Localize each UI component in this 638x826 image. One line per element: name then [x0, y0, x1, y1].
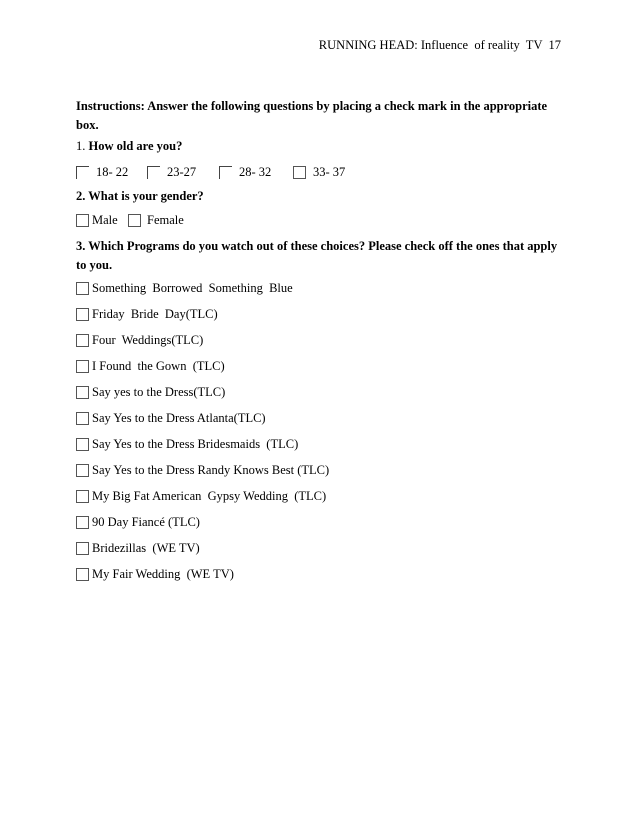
program-label: Four Weddings(TLC) [92, 333, 204, 347]
age-option-label: 18- 22 [96, 165, 129, 179]
program-label: Friday Bride Day(TLC) [92, 307, 218, 321]
age-option-label: 23-27 [167, 165, 197, 179]
age-option-33-37[interactable] [293, 165, 345, 180]
checkbox-icon[interactable] [76, 438, 89, 451]
checkbox-icon[interactable] [76, 166, 89, 179]
checkbox-icon[interactable] [128, 214, 141, 227]
question-3-text: 3. Which Programs do you watch out of these choices? Please check off the ones that apply to you. [76, 239, 558, 272]
program-label: My Fair Wedding (WE TV) [92, 567, 234, 581]
checkbox-icon[interactable] [219, 166, 232, 179]
question-1-number: 1. [76, 139, 86, 153]
checkbox-icon[interactable] [147, 166, 160, 179]
checkbox-icon[interactable] [76, 334, 89, 347]
checkbox-icon[interactable] [293, 166, 306, 179]
program-option[interactable] [76, 463, 329, 478]
program-label: Say Yes to the Dress Randy Knows Best (TLC) [92, 463, 330, 477]
checkbox-icon[interactable] [76, 464, 89, 477]
question-1-text: How old are you? [88, 139, 183, 153]
program-option[interactable] [76, 385, 225, 400]
gender-option-label: Male [92, 213, 118, 227]
program-option[interactable] [76, 437, 298, 452]
age-option-label: 33- 37 [313, 165, 346, 179]
program-option[interactable] [76, 281, 293, 296]
program-option[interactable] [76, 411, 266, 426]
running-head: RUNNING HEAD: Influence of reality TV 17 [318, 38, 561, 52]
age-option-18-22[interactable] [76, 165, 128, 180]
age-option-23-27[interactable] [147, 165, 196, 180]
program-option[interactable] [76, 307, 218, 322]
program-label: My Big Fat American Gypsy Wedding (TLC) [92, 489, 327, 503]
program-option[interactable] [76, 489, 326, 504]
instructions-text: Instructions: Answer the following questions by placing a check mark in the appropriate box. [76, 99, 548, 132]
program-label: 90 Day Fiancé (TLC) [92, 515, 200, 529]
checkbox-icon[interactable] [76, 386, 89, 399]
gender-option-female[interactable] [128, 213, 184, 228]
program-option[interactable] [76, 515, 200, 530]
gender-option-label: Female [147, 213, 184, 227]
checkbox-icon[interactable] [76, 308, 89, 321]
checkbox-icon[interactable] [76, 568, 89, 581]
checkbox-icon[interactable] [76, 214, 89, 227]
program-option[interactable] [76, 567, 234, 582]
program-label: Say Yes to the Dress Atlanta(TLC) [92, 411, 266, 425]
checkbox-icon[interactable] [76, 412, 89, 425]
program-option[interactable] [76, 359, 225, 374]
checkbox-icon[interactable] [76, 542, 89, 555]
question-1 [76, 139, 182, 154]
program-option[interactable] [76, 333, 203, 348]
age-option-28-32[interactable] [219, 165, 271, 180]
checkbox-icon[interactable] [76, 360, 89, 373]
age-option-label: 28- 32 [239, 165, 272, 179]
program-label: I Found the Gown (TLC) [92, 359, 225, 373]
program-option[interactable] [76, 541, 200, 556]
checkbox-icon[interactable] [76, 490, 89, 503]
program-label: Something Borrowed Something Blue [92, 281, 293, 295]
question-2-text: 2. What is your gender? [76, 189, 204, 203]
program-label: Bridezillas (WE TV) [92, 541, 200, 555]
program-label: Say yes to the Dress(TLC) [92, 385, 226, 399]
checkbox-icon[interactable] [76, 516, 89, 529]
gender-option-male[interactable] [76, 213, 118, 228]
checkbox-icon[interactable] [76, 282, 89, 295]
program-label: Say Yes to the Dress Bridesmaids (TLC) [92, 437, 299, 451]
